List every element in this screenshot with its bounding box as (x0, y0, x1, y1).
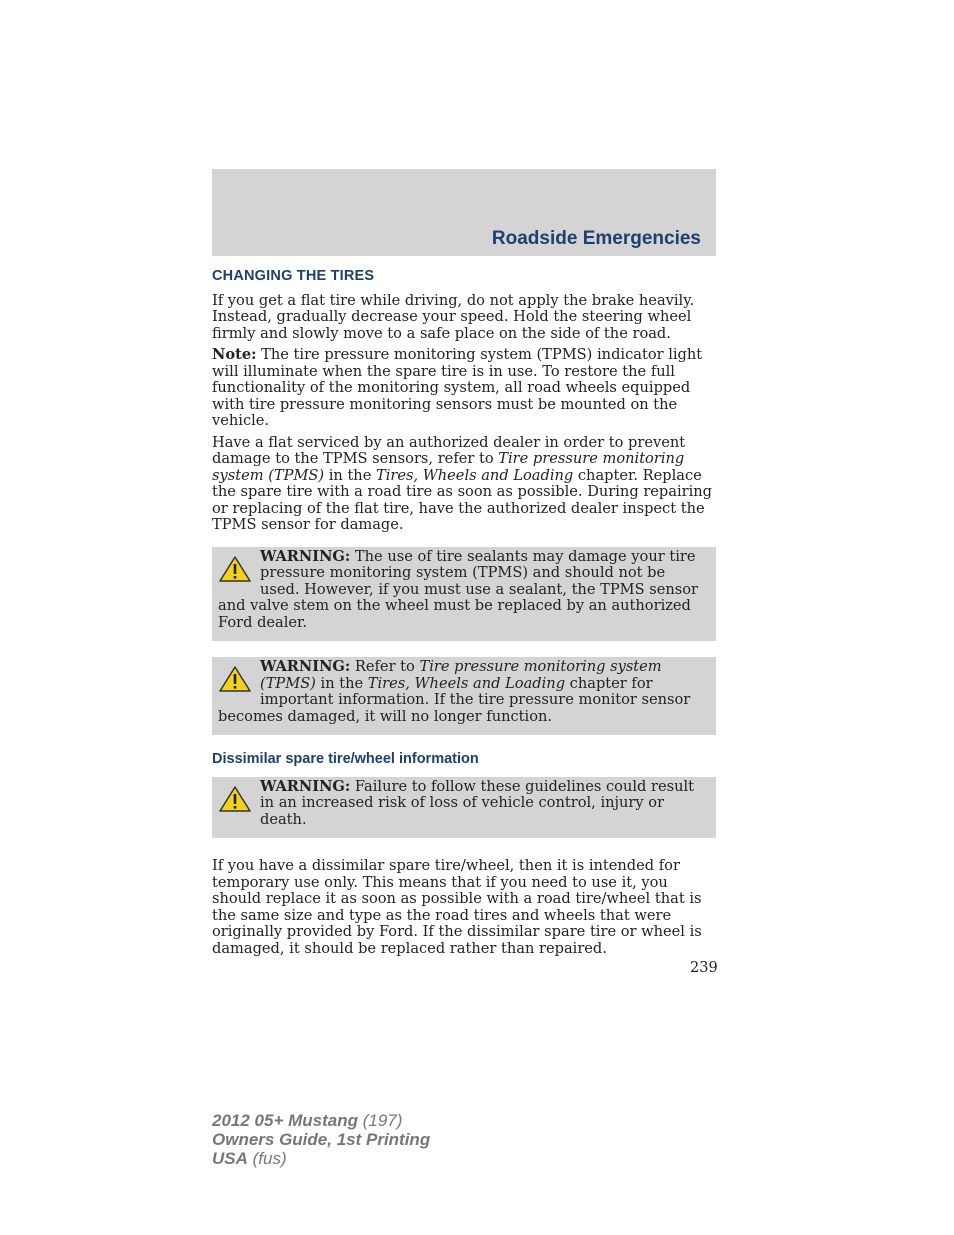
paragraph-dissimilar-spare: If you have a dissimilar spare tire/wheel, then it is intended for temporary use only. This means that if you need to use it, you should replace it as soon as possible with a road tire/wheel that is the same size and type as the road tires and wheels that were originally provided by Ford. If the dissimilar spare tire or wheel is damaged, it should be replaced rather than repaired. (212, 857, 702, 957)
warning-label: WARNING: (260, 658, 351, 675)
warning-triangle-icon (218, 555, 252, 583)
warning-box-tpms (212, 657, 716, 735)
paragraph-dealer (212, 435, 716, 534)
note-text: The tire pressure monitoring system (TPMS) indicator light will illuminate when the spare tire is in use. To restore the full functionality of the monitoring system, all road wheels equipped with tire pressure monitoring sensors must be mounted on the vehicle. (212, 346, 703, 429)
warning-triangle-icon (218, 785, 252, 813)
subsection-title: Dissimilar spare tire/wheel information (212, 751, 479, 767)
note-label: Note: (212, 346, 257, 363)
header-band (212, 169, 716, 256)
warning-box-guidelines (212, 777, 716, 839)
footer-model: 2012 05+ Mustang (212, 1111, 358, 1130)
footer-info (212, 1111, 430, 1168)
reference-chapter: Tires, Wheels and Loading (375, 466, 574, 484)
text-span: Have a flat serviced by an authorized dealer in order to prevent damage to the TPMS sensors, refer to (212, 433, 686, 467)
footer-line-2 (212, 1130, 430, 1149)
reference-tpms: Tire pressure monitoring system (TPMS) (212, 450, 685, 484)
warning-label: WARNING: (260, 777, 351, 795)
warning-text: The use of tire sealants may damage your tire pressure monitoring system (TPMS) and should not be used. However, if you must use a sealant, the TPMS sensor and valve stem on the wheel must be replaced by an authorized Ford dealer. (218, 547, 699, 631)
section-title: CHANGING THE TIRES (212, 268, 375, 284)
warning-label: WARNING: (260, 547, 351, 565)
text-span: Refer to (350, 658, 420, 675)
footer-region: USA (212, 1149, 248, 1168)
warning-triangle-icon (218, 665, 252, 693)
footer-printing: Owners Guide, 1st Printing (212, 1130, 431, 1149)
note-paragraph (212, 347, 716, 430)
footer-line-1 (212, 1111, 430, 1130)
paragraph-flat-tire: If you get a flat tire while driving, do not apply the brake heavily. Instead, gradually decrease your speed. Hold the steering wheel firmly and slowly move to a safe place on the side of the road. (212, 291, 695, 342)
page-number: 239 (690, 960, 718, 976)
reference-chapter: Tires, Wheels and Loading (367, 674, 566, 692)
text-span: chapter for important information. If the tire pressure monitor sensor becomes damaged, it will no longer function. (218, 674, 691, 725)
warning-text: Failure to follow these guidelines could result in an increased risk of loss of vehicle control, injury or death. (260, 777, 695, 828)
footer-model-code: (197) (358, 1111, 403, 1130)
footer-region-code: (fus) (247, 1149, 287, 1168)
text-span: in the (324, 466, 376, 484)
footer-line-3 (212, 1149, 430, 1168)
chapter-title: Roadside Emergencies (491, 228, 701, 249)
reference-tpms: Tire pressure monitoring system (TPMS) (260, 658, 662, 692)
page-content (212, 266, 716, 962)
warning-box-sealants (212, 547, 716, 642)
text-span: chapter. Replace the spare tire with a road tire as soon as possible. During repairing or replacing of the flat tire, have the authorized dealer inspect the TPMS sensor for damage. (212, 466, 713, 533)
text-span: in the (315, 674, 368, 692)
